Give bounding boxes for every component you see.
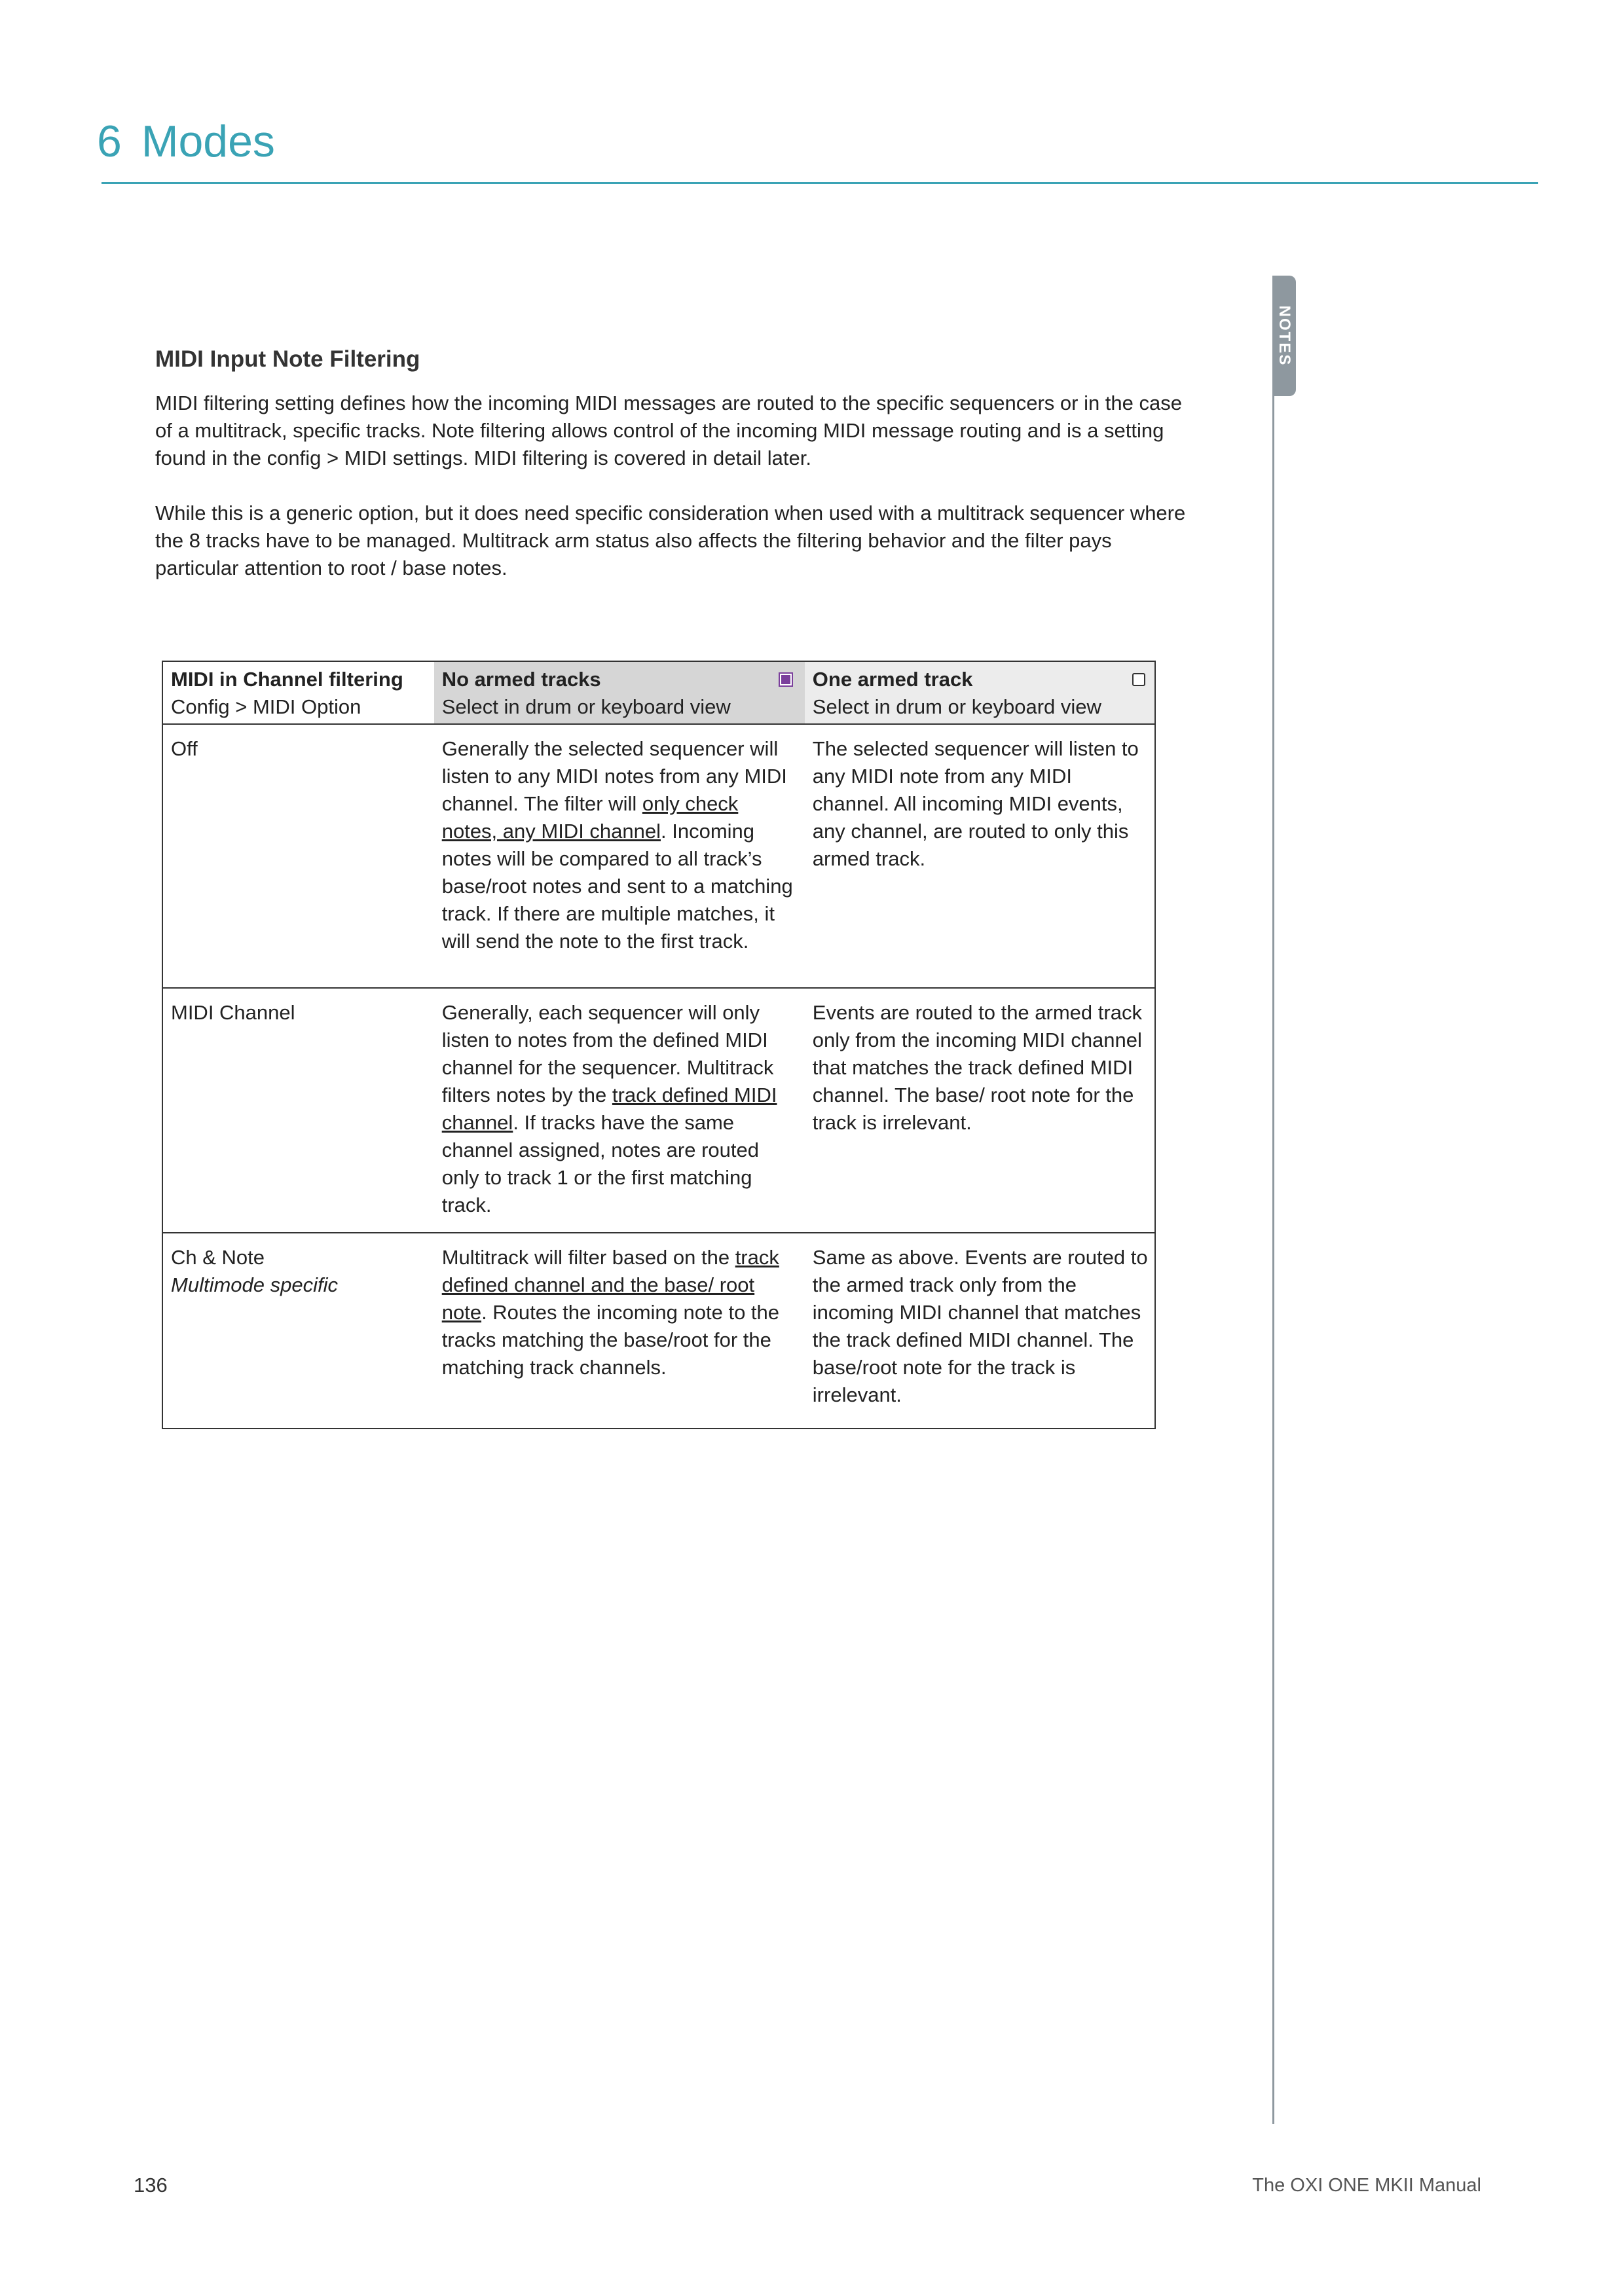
notes-tab[interactable] <box>1272 276 1296 396</box>
one-armed-cell: Events are routed to the armed track only from the incoming MIDI channel that matches the track defined MIDI channel. The base/ root note for the track is irrelevant. <box>805 988 1155 1233</box>
column-title: MIDI in Channel filtering <box>171 668 403 691</box>
column-header-option <box>162 661 434 724</box>
column-subtitle: Select in drum or keyboard view <box>812 695 1101 718</box>
table-row <box>162 724 1155 988</box>
table-header-row <box>162 661 1155 724</box>
chapter-title: Modes <box>141 117 275 166</box>
table-row <box>162 1233 1155 1429</box>
underlined-text: track defined channel and the base/ root note <box>441 1246 779 1324</box>
column-header-one-armed <box>805 661 1155 724</box>
column-subtitle: Config > MIDI Option <box>171 695 361 718</box>
no-armed-cell: Generally, each sequencer will only listen to notes from the defined MIDI channel for the sequencer. Multitrack filters notes by the track defined MIDI channel. If tracks have the same channel assigned, notes are routed only to track 1 or the first matching track. <box>434 988 805 1233</box>
manual-title: The OXI ONE MKII Manual <box>1252 2175 1481 2196</box>
column-subtitle: Select in drum or keyboard view <box>441 695 731 718</box>
one-armed-cell: The selected sequencer will listen to any MIDI note from any MIDI channel. All incoming MIDI events, any channel, are routed to only this armed track. <box>805 724 1155 988</box>
column-title: One armed track <box>812 668 973 691</box>
column-title: No armed tracks <box>441 668 601 691</box>
empty-square-icon <box>1132 673 1145 686</box>
underlined-text: track defined MIDI channel <box>441 1084 777 1134</box>
filled-square-icon <box>780 674 792 685</box>
no-armed-cell: Generally the selected sequencer will listen to any MIDI notes from any MIDI channel. The filter will only check notes, any MIDI channel. Incoming notes will be compared to all track’s base/root notes and sent to a matching track. If there are multiple matches, it will send the note to the first track. <box>434 724 805 988</box>
option-cell <box>162 988 434 1233</box>
option-note: Multimode specific <box>171 1273 338 1296</box>
intro-paragraph-2: While this is a generic option, but it does need specific consideration when used with a multitrack sequencer where the 8 tracks have to be managed. Multitrack arm status also affects the filtering behavior and the filter pays particular attention to root / base notes. <box>155 501 1186 579</box>
option-label: MIDI Channel <box>171 1001 295 1024</box>
option-label: Ch & Note <box>171 1246 265 1269</box>
option-label: Off <box>171 737 198 760</box>
intro-paragraph-1: MIDI filtering setting defines how the incoming MIDI messages are routed to the specific sequencers or in the case of a multitrack, specific tracks. Note filtering allows control of the incoming MIDI message routing and is a setting found in the config > MIDI settings. MIDI filtering is covered in detail later. <box>155 392 1182 469</box>
midi-filter-table <box>162 661 1156 1429</box>
notes-tab-label: NOTES <box>1276 305 1293 367</box>
chapter-header <box>97 119 275 164</box>
page-number: 136 <box>134 2174 168 2196</box>
section-title: MIDI Input Note Filtering <box>155 346 420 372</box>
midi-filtering-section <box>155 344 1190 610</box>
option-cell <box>162 1233 434 1429</box>
table-row <box>162 988 1155 1233</box>
header-divider <box>101 182 1538 184</box>
chapter-number: 6 <box>97 117 122 166</box>
column-header-no-armed <box>434 661 805 724</box>
underlined-text: only check notes, any MIDI channel <box>441 792 739 843</box>
option-cell <box>162 724 434 988</box>
one-armed-cell: Same as above. Events are routed to the armed track only from the incoming MIDI channel that matches the track defined MIDI channel. The base/root note for the track is irrelevant. <box>805 1233 1155 1429</box>
no-armed-cell: Multitrack will filter based on the track defined channel and the base/ root note. Routes the incoming note to the tracks matching the base/root for the matching track channels. <box>434 1233 805 1429</box>
side-divider <box>1272 276 1274 2124</box>
